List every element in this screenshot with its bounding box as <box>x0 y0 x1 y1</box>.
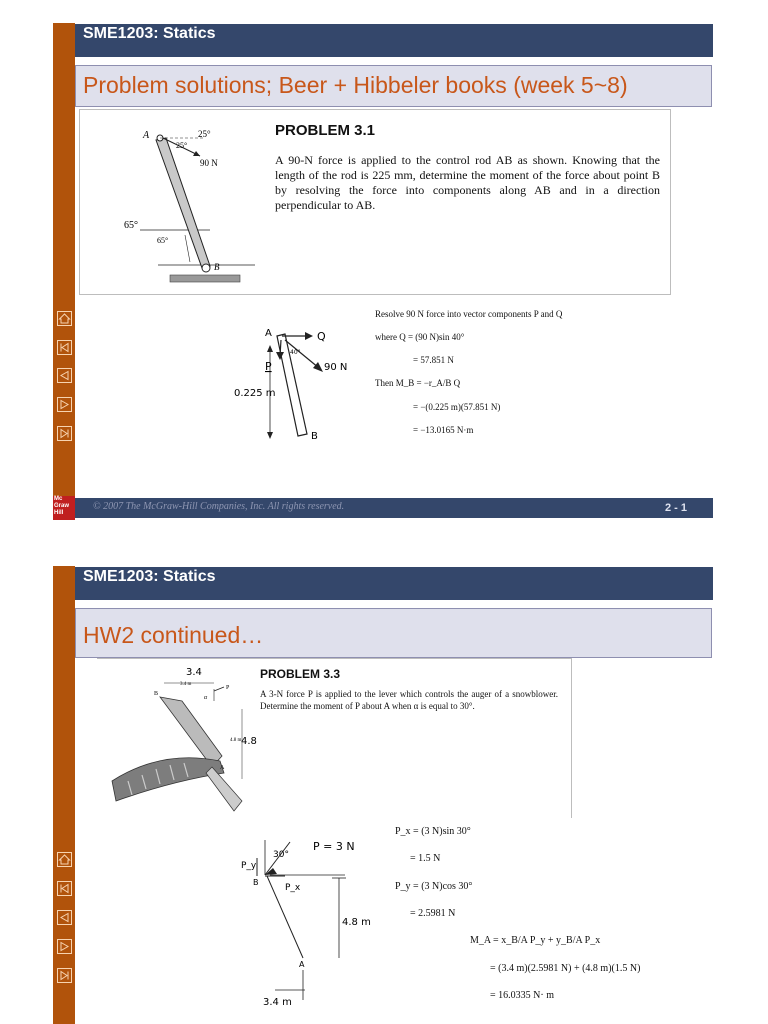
label-dim-top-hand: 3.4 <box>186 667 202 678</box>
solution2-line-1: P_x = (3 N)sin 30° <box>395 826 471 837</box>
sketch-label-b: B <box>253 878 259 887</box>
slide-title: Problem solutions; Beer + Hibbeler books (week 5~8) <box>83 72 628 98</box>
snowblower-lever-figure <box>102 661 262 819</box>
copyright-text: © 2007 The McGraw-Hill Companies, Inc. All rights reserved. <box>93 501 345 512</box>
solution-line-1: Resolve 90 N force into vector components P and Q <box>375 309 563 319</box>
label-angle-in: 65° <box>157 236 169 245</box>
sketch-label-height: 4.8 m <box>342 917 371 928</box>
label-b: B <box>154 691 159 697</box>
solution-line-2: where Q = (90 N)sin 40° <box>375 332 465 342</box>
label-angle2: 25° <box>176 141 188 150</box>
course-header-2 <box>75 567 713 600</box>
first-page-icon <box>58 882 71 895</box>
solution2-line-6: = (3.4 m)(2.5981 N) + (4.8 m)(1.5 N) <box>490 963 641 974</box>
sketch-label-angle: 30° <box>273 850 289 860</box>
solution-line-4: Then M_B = −r_A/B Q <box>375 378 461 388</box>
sketch-label-b: B <box>311 431 318 442</box>
label-dim-side-hand: 4.8 <box>241 736 257 747</box>
home-icon <box>58 853 71 866</box>
problem-statement-2: A 3-N force P is applied to the lever which controls the auger of a snowblower. Determine the moment of P about A when α is equal to 30°. <box>260 689 558 711</box>
problem-heading: PROBLEM 3.1 <box>275 122 376 139</box>
course-title-2: SME1203: Statics <box>83 568 216 585</box>
sketch-label-q: Q <box>317 330 326 343</box>
next-page-icon <box>58 940 71 953</box>
solution2-line-5: M_A = x_B/A P_y + y_B/A P_x <box>470 935 601 946</box>
problem-figure-panel-2 <box>97 658 572 818</box>
sketch-label-length: 0.225 m <box>234 388 276 399</box>
solution2-line-7: = 16.0335 N· m <box>490 990 554 1001</box>
solution2-line-3: P_y = (3 N)cos 30° <box>395 881 473 892</box>
sketch-label-a: A <box>299 960 305 969</box>
solution-line-3: = 57.851 N <box>413 355 454 365</box>
slide-title-2: HW2 continued… <box>83 622 264 648</box>
nav-previous-button-2[interactable] <box>57 910 72 925</box>
sketch-label-force: 90 N <box>324 362 348 373</box>
mcgraw-hill-logo: Mc Graw Hill <box>53 496 75 520</box>
sketch-label-angle: 40° <box>290 349 301 356</box>
label-angle1: 25° <box>198 129 211 139</box>
sketch-label-py: P_y <box>241 861 257 871</box>
side-accent-bar-2 <box>53 566 75 1024</box>
previous-page-icon <box>58 911 71 924</box>
label-alpha: α <box>204 695 208 701</box>
sketch-label-p: P <box>265 360 272 373</box>
page-number: 2 - 1 <box>664 502 687 514</box>
solution2-line-2: = 1.5 N <box>410 853 441 864</box>
solution-line-6: = −13.0165 N·m <box>413 425 474 435</box>
course-title: SME1203: Statics <box>83 25 216 42</box>
label-dim-top: 3.4 m <box>180 682 192 687</box>
nav-first-button-2[interactable] <box>57 881 72 896</box>
slide-title-box-2 <box>75 608 712 658</box>
label-a: A <box>220 765 225 771</box>
solution2-line-4: = 2.5981 N <box>410 908 456 919</box>
sketch-label-width: 3.4 m <box>263 997 292 1008</box>
label-b: B <box>214 262 220 272</box>
sketch-label-a: A <box>265 328 272 339</box>
sketch-label-p: P = 3 N <box>313 840 355 853</box>
label-angle-out: 65° <box>124 220 138 231</box>
nav-next-button-2[interactable] <box>57 939 72 954</box>
label-p: P <box>226 685 230 691</box>
nav-home-button-2[interactable] <box>57 852 72 867</box>
label-force: 90 N <box>200 158 218 168</box>
label-dim-side-small: 4.8 m <box>230 738 242 743</box>
problem-heading-2: PROBLEM 3.3 <box>260 667 341 681</box>
sketch-label-px: P_x <box>285 883 301 893</box>
problem-statement: A 90-N force is applied to the control rod AB as shown. Knowing that the length of the rod is 225 mm, determine the moment of the force about point B by resolving the force into components along AB and in a direction perpendicular to AB. <box>275 153 660 212</box>
label-a: A <box>143 130 150 141</box>
solution-sketch-2 <box>235 830 395 1020</box>
nav-last-button-2[interactable] <box>57 968 72 983</box>
solution-line-5: = −(0.225 m)(57.851 N) <box>413 402 501 412</box>
last-page-icon <box>58 969 71 982</box>
